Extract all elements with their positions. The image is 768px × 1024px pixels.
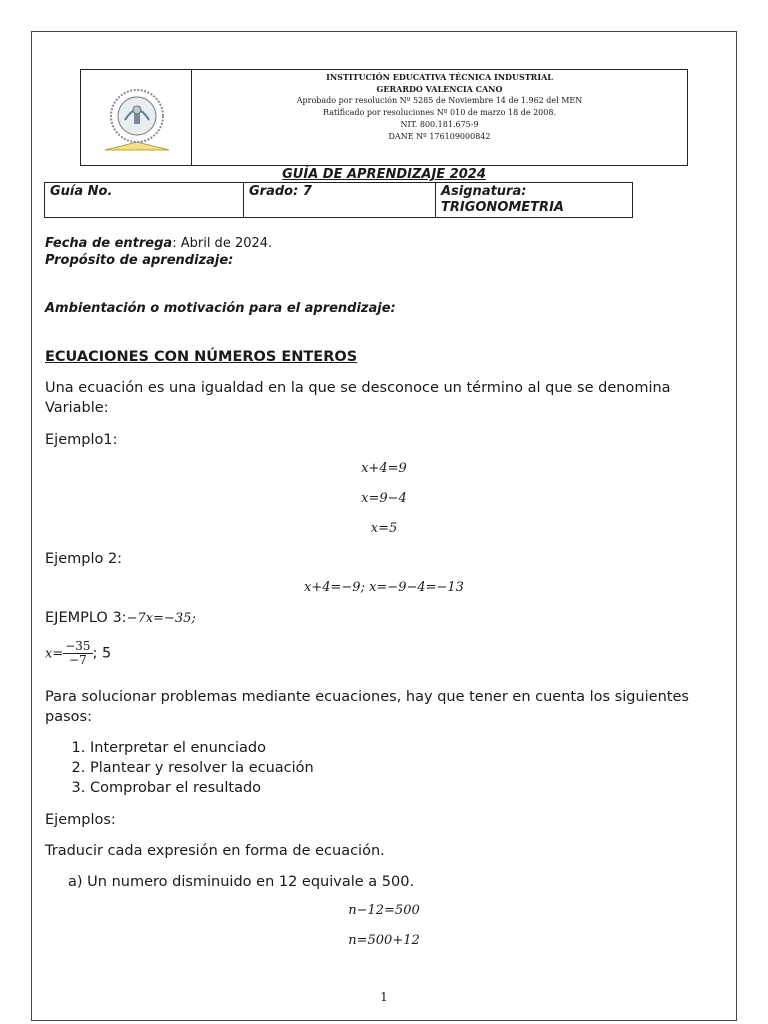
letterhead-text [192,70,687,166]
ejemplo3-eq: −7x=−35; [126,611,196,626]
asignatura-label: Asignatura: [441,184,527,199]
fecha-value: : Abril de 2024. [172,236,273,251]
grado-cell [244,183,436,218]
step-item: 3. Comprobar el resultado [90,778,314,798]
ratification-text: Ratificado por resoluciones Nº 010 de marzo 18 de 2008. [323,108,556,117]
fecha-label: Fecha de entrega [45,236,173,251]
step-item: 2. Plantear y resolver la ecuación [90,758,314,778]
frac-denominator: −7 [69,653,87,667]
eq-a-line-1: n−12=500 [348,903,420,918]
problemas-line-1: Para solucionar problemas mediante ecuaciones, hay que tener en cuenta los siguientes [45,689,689,705]
ejemplos-label: Ejemplos: [45,812,116,828]
eq-a-line-2: n=500+12 [348,933,420,948]
meta-table [44,182,633,218]
ambientacion-label: Ambientación o motivación para el aprendizaje: [45,301,396,316]
approval-text: Aprobado por resolución Nº 5285 de Noviembre 14 de 1.962 del MEN [296,96,583,105]
fecha-line [45,236,272,252]
guia-label: Guía No. [50,184,113,199]
dane-text: DANE Nº 176109000842 [388,132,491,141]
ejemplo3-line [45,609,196,628]
traducir-text: Traducir cada expresión en forma de ecuación. [45,843,385,859]
problemas-line-2: pasos: [45,709,92,725]
asignatura-cell [436,183,633,218]
item-a: a) Un numero disminuido en 12 equivale a 500. [68,874,415,890]
eq1-line-3: x=5 [370,521,398,536]
ejemplo3-label: EJEMPLO 3: [45,610,127,626]
frac-x: x= [45,646,64,662]
ejemplo1-label: Ejemplo1: [45,432,118,448]
frac-numerator: −35 [65,639,91,653]
grado-label: Grado: 7 [249,184,312,199]
asignatura-value: TRIGONOMETRIA [441,200,564,215]
step-item: 1. Interpretar el enunciado [90,738,314,758]
logo-cell [81,70,192,165]
fraction-line [45,640,111,667]
nit-text: NIT. 800.181.675-9 [400,120,479,129]
fraction [63,640,92,667]
proposito-label: Propósito de aprendizaje: [45,253,234,268]
letterhead [80,69,688,166]
guide-title: GUÍA DE APRENDIZAJE 2024 [282,167,486,182]
section-title: ECUACIONES CON NÚMEROS ENTEROS [45,349,358,365]
definition-line-1: Una ecuación es una igualdad en la que se desconoce un término al que se denomina [45,380,671,396]
institution-logo-icon [81,70,191,165]
eq2: x+4=−9; x=−9−4=−13 [304,580,464,595]
frac-result: ; 5 [92,645,112,662]
ejemplo2-label: Ejemplo 2: [45,551,123,567]
page-number: 1 [380,990,388,1004]
steps-list [45,738,314,798]
definition-line-2: Variable: [45,400,109,416]
guia-cell [45,183,244,218]
institution-name: INSTITUCIÓN EDUCATIVA TÉCNICA INDUSTRIAL [326,72,553,82]
eq1-line-1: x+4=9 [361,461,407,476]
school-name: GERARDO VALENCIA CANO [376,84,503,94]
eq1-line-2: x=9−4 [361,491,407,506]
